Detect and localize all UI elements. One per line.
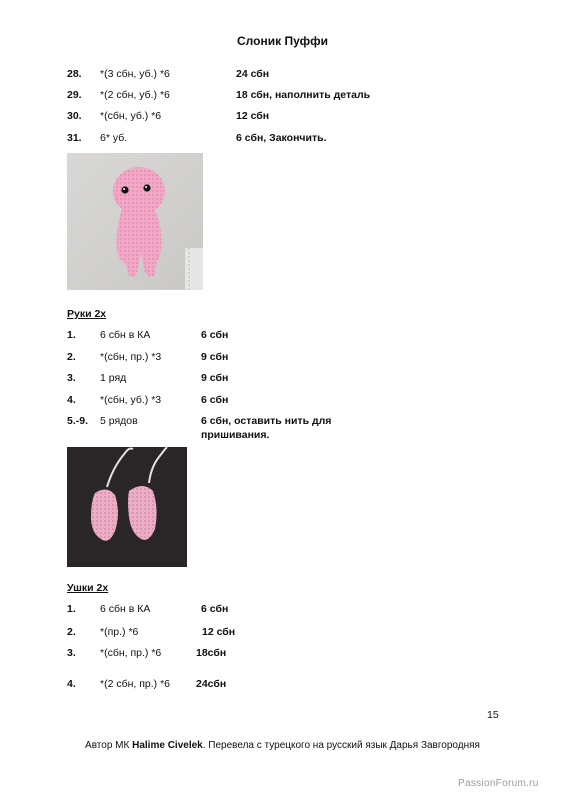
row-number: 4. [67, 678, 76, 690]
table-row [0, 414, 565, 442]
row-result: 6 сбн [201, 394, 229, 406]
table-row [0, 602, 565, 616]
row-stitch: *(сбн, уб.) *3 [100, 394, 162, 406]
row-stitch: 1 ряд [100, 372, 127, 384]
amigurumi-arms-photo [67, 447, 187, 567]
table-row [0, 67, 565, 81]
row-result: 12 сбн [202, 626, 236, 638]
row-number: 3. [67, 647, 76, 659]
row-stitch: 6 сбн в КА [100, 603, 151, 615]
row-stitch: *(сбн, пр.) *3 [100, 351, 162, 363]
table-row [0, 328, 565, 342]
watermark: PassionForum.ru [458, 778, 539, 789]
table-row [0, 350, 565, 364]
row-number: 5.-9. [67, 415, 89, 427]
row-number: 1. [67, 329, 76, 341]
row-result: 6 сбн [236, 132, 264, 144]
table-row [0, 393, 565, 407]
row-stitch: *(сбн, уб.) *6 [100, 110, 162, 122]
row-stitch: *(2 сбн, пр.) *6 [100, 678, 171, 690]
row-result: 24сбн [196, 678, 227, 690]
row-result: 9 сбн [201, 372, 229, 384]
row-stitch: *(сбн, пр.) *6 [100, 647, 162, 659]
amigurumi-arms-illustration [67, 447, 187, 567]
table-row [0, 88, 565, 102]
row-result: 24 сбн [236, 68, 270, 80]
row-result: 18 сбн, наполнить деталь [236, 89, 371, 101]
row-number: 4. [67, 394, 76, 406]
row-stitch: 6 сбн в КА [100, 329, 151, 341]
row-result: 18сбн [196, 647, 227, 659]
row-stitch: 6* уб. [100, 132, 128, 144]
page-title: Слоник Пуффи [237, 34, 328, 48]
row-number: 31. [67, 132, 82, 144]
table-row [0, 646, 565, 660]
row-stitch: *(3 сбн, уб.) *6 [100, 68, 170, 80]
table-row [0, 371, 565, 385]
row-number: 30. [67, 110, 82, 122]
amigurumi-body-illustration [67, 153, 203, 290]
table-row [0, 625, 565, 639]
footer-prefix: Автор МК [85, 740, 133, 751]
table-row [0, 677, 565, 691]
row-result: 6 сбн, оставить нить для [201, 415, 332, 427]
row-number: 2. [67, 626, 76, 638]
row-result: 9 сбн [201, 351, 229, 363]
page-footer [0, 740, 565, 751]
page-number: 15 [487, 709, 499, 721]
row-stitch: 5 рядов [100, 415, 138, 427]
row-number: 1. [67, 603, 76, 615]
row-number: 28. [67, 68, 82, 80]
row-result: 6 сбн [201, 603, 229, 615]
row-number: 3. [67, 372, 76, 384]
arms-section-heading: Руки 2х [67, 308, 107, 320]
row-result-tail: , Закончить. [263, 132, 327, 144]
row-stitch: *(2 сбн, уб.) *6 [100, 89, 170, 101]
row-result-line2: пришивания. [201, 429, 270, 441]
footer-author: Halime Civelek [132, 740, 203, 751]
amigurumi-body-photo [67, 153, 203, 290]
table-row [0, 109, 565, 123]
footer-suffix: . Перевела с турецкого на русский язык Дарья Завгородняя [202, 740, 480, 751]
row-stitch: *(пр.) *6 [100, 626, 139, 638]
row-result: 12 сбн [236, 110, 270, 122]
row-number: 29. [67, 89, 82, 101]
row-number: 2. [67, 351, 76, 363]
ears-section-heading: Ушки 2х [67, 582, 109, 594]
row-result: 6 сбн [201, 329, 229, 341]
table-row [0, 131, 565, 145]
